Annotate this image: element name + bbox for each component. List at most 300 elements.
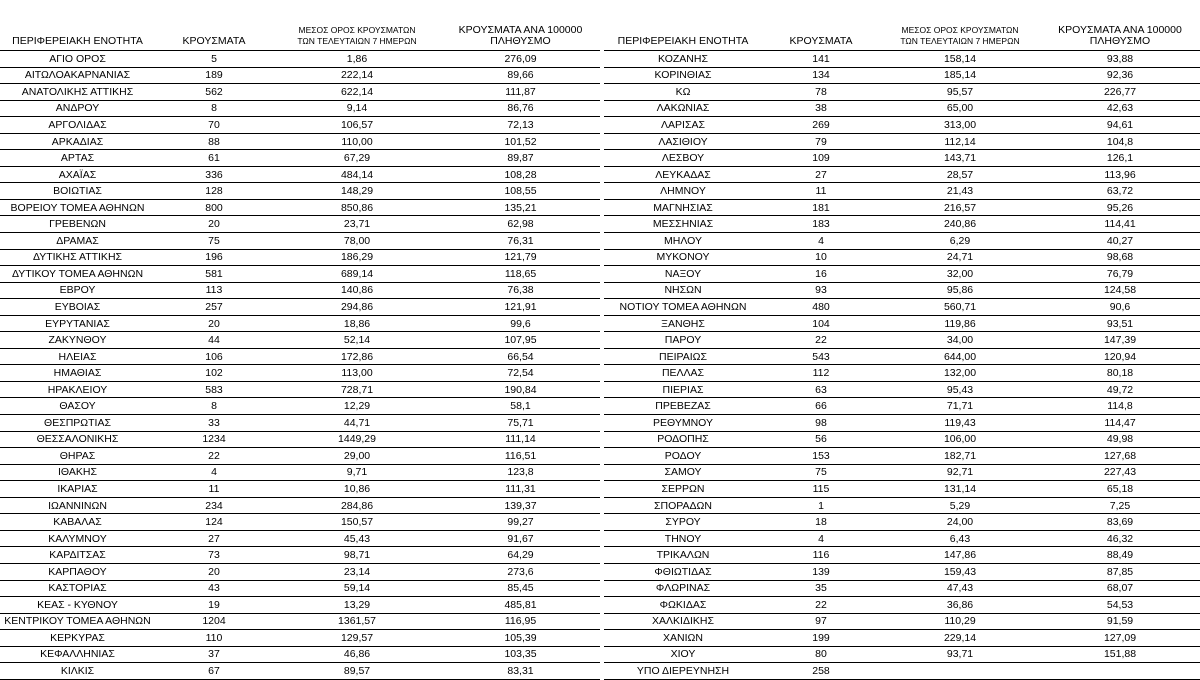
cell-cases: 5 bbox=[211, 52, 217, 65]
table-row bbox=[604, 68, 1200, 85]
cell-avg-7d: 158,14 bbox=[943, 52, 977, 65]
cell-region: ΠΕΙΡΑΙΩΣ bbox=[659, 350, 707, 363]
left-table bbox=[0, 22, 600, 680]
cell-cases: 70 bbox=[208, 118, 220, 131]
cell-region: ΜΥΚΟΝΟΥ bbox=[656, 251, 710, 264]
cell-avg-7d: 45,43 bbox=[343, 532, 371, 545]
cell-avg-7d: 222,14 bbox=[340, 69, 374, 82]
cell-avg-7d: 313,00 bbox=[943, 118, 977, 131]
cell-avg-7d: 98,71 bbox=[343, 549, 371, 562]
cell-avg-7d: 9,71 bbox=[346, 466, 368, 479]
cell-per-100k: 226,77 bbox=[1103, 85, 1137, 98]
cell-cases: 18 bbox=[815, 516, 827, 529]
cell-per-100k: 42,63 bbox=[1106, 102, 1134, 115]
cell-per-100k: 91,59 bbox=[1106, 615, 1134, 628]
cell-cases: 4 bbox=[211, 466, 217, 479]
cell-cases: 104 bbox=[812, 317, 830, 330]
cell-region: ΚΕΡΚΥΡΑΣ bbox=[50, 631, 105, 644]
table-row bbox=[0, 581, 600, 598]
cell-cases: 93 bbox=[815, 284, 827, 297]
cell-avg-7d: 24,00 bbox=[946, 516, 974, 529]
cell-avg-7d: 110,29 bbox=[944, 615, 976, 628]
cell-per-100k: 40,27 bbox=[1106, 234, 1134, 247]
cell-avg-7d: 34,00 bbox=[946, 334, 974, 347]
cell-region: ΚΑΡΔΙΤΣΑΣ bbox=[49, 549, 106, 562]
table-row bbox=[0, 68, 600, 85]
table-row bbox=[0, 547, 600, 564]
table-row bbox=[604, 663, 1200, 680]
cell-cases: 141 bbox=[812, 52, 830, 65]
cell-cases: 88 bbox=[208, 135, 220, 148]
cell-per-100k: 62,98 bbox=[507, 218, 534, 231]
table-row bbox=[0, 200, 600, 217]
cell-cases: 116 bbox=[812, 549, 830, 562]
cell-cases: 115 bbox=[812, 482, 830, 495]
table-row bbox=[604, 299, 1200, 316]
cell-region: ΚΟΡΙΝΘΙΑΣ bbox=[654, 69, 712, 82]
table-row bbox=[0, 101, 600, 118]
cell-avg-7d: 78,00 bbox=[343, 234, 371, 247]
cell-per-100k: 101,52 bbox=[504, 135, 537, 148]
cell-per-100k: 49,98 bbox=[1106, 433, 1134, 446]
left-table-header bbox=[0, 22, 600, 51]
cell-cases: 75 bbox=[208, 234, 220, 247]
cell-cases: 10 bbox=[815, 251, 827, 264]
table-row bbox=[604, 415, 1200, 432]
cell-per-100k: 273,6 bbox=[507, 565, 534, 578]
cell-cases: 63 bbox=[815, 383, 827, 396]
cell-region: ΖΑΚΥΝΘΟΥ bbox=[48, 334, 107, 347]
cell-per-100k: 54,53 bbox=[1106, 598, 1134, 611]
cell-cases: 562 bbox=[205, 85, 223, 98]
table-row bbox=[0, 630, 600, 647]
cell-cases: 37 bbox=[208, 648, 220, 661]
cell-cases: 139 bbox=[812, 565, 830, 578]
cell-avg-7d: 93,71 bbox=[946, 648, 974, 661]
table-row bbox=[0, 614, 600, 631]
cell-cases: 16 bbox=[815, 267, 827, 280]
cell-region: ΜΗΛΟΥ bbox=[664, 234, 702, 247]
cell-avg-7d: 150,57 bbox=[340, 516, 374, 529]
table-row bbox=[0, 134, 600, 151]
cell-avg-7d: 484,14 bbox=[340, 168, 374, 181]
cell-per-100k: 64,29 bbox=[507, 549, 534, 562]
cell-cases: 35 bbox=[815, 582, 827, 595]
cell-region: ΠΑΡΟΥ bbox=[664, 334, 702, 347]
table-row bbox=[604, 250, 1200, 267]
cell-region: ΑΝΑΤΟΛΙΚΗΣ ΑΤΤΙΚΗΣ bbox=[21, 85, 134, 98]
header-avg bbox=[273, 25, 441, 50]
cell-avg-7d: 36,86 bbox=[946, 598, 974, 611]
cell-avg-7d: 1,86 bbox=[346, 52, 368, 65]
cell-cases: 189 bbox=[205, 69, 223, 82]
table-row bbox=[0, 498, 600, 515]
cell-avg-7d: 110,00 bbox=[341, 135, 373, 148]
cell-cases: 22 bbox=[815, 598, 827, 611]
cell-cases: 269 bbox=[812, 118, 830, 131]
cell-cases: 257 bbox=[205, 300, 223, 313]
cell-region: ΙΘΑΚΗΣ bbox=[58, 466, 97, 479]
cell-region: ΛΑΡΙΣΑΣ bbox=[661, 118, 705, 131]
cell-per-100k: 7,25 bbox=[1109, 499, 1131, 512]
cell-per-100k: 103,35 bbox=[504, 648, 537, 661]
cell-region: ΠΡΕΒΕΖΑΣ bbox=[655, 400, 711, 413]
cell-per-100k: 111,14 bbox=[505, 433, 536, 446]
cell-per-100k: 65,18 bbox=[1106, 482, 1134, 495]
cell-avg-7d: 1449,29 bbox=[338, 433, 376, 446]
table-row bbox=[0, 117, 600, 134]
cell-region: ΙΚΑΡΙΑΣ bbox=[57, 482, 98, 495]
cell-region: ΤΡΙΚΑΛΩΝ bbox=[656, 549, 710, 562]
cell-avg-7d: 59,14 bbox=[343, 582, 371, 595]
cell-avg-7d: 18,86 bbox=[343, 317, 371, 330]
cell-cases: 11 bbox=[208, 482, 220, 495]
cell-per-100k: 58,1 bbox=[510, 400, 531, 413]
cell-avg-7d: 132,00 bbox=[943, 367, 977, 380]
cell-per-100k: 485,81 bbox=[504, 598, 537, 611]
table-row bbox=[0, 398, 600, 415]
cell-avg-7d: 71,71 bbox=[946, 400, 974, 413]
cell-cases: 97 bbox=[815, 615, 827, 628]
table-row bbox=[0, 465, 600, 482]
cell-region: ΦΩΚΙΔΑΣ bbox=[659, 598, 707, 611]
cell-avg-7d: 185,14 bbox=[943, 69, 977, 82]
header-cases: ΚΡΟΥΣΜΑΤΑ bbox=[789, 35, 853, 47]
cell-cases: 543 bbox=[812, 350, 830, 363]
cell-per-100k: 135,21 bbox=[504, 201, 537, 214]
table-row bbox=[0, 448, 600, 465]
table-row bbox=[0, 481, 600, 498]
table-row bbox=[0, 382, 600, 399]
table-row bbox=[604, 216, 1200, 233]
cell-avg-7d: 728,71 bbox=[340, 383, 374, 396]
table-row bbox=[604, 432, 1200, 449]
cell-per-100k: 111,87 bbox=[505, 85, 536, 98]
cell-region: ΑΓΙΟ ΟΡΟΣ bbox=[49, 52, 106, 65]
cell-avg-7d: 119,86 bbox=[944, 317, 976, 330]
table-row bbox=[604, 233, 1200, 250]
cell-per-100k: 127,68 bbox=[1103, 449, 1137, 462]
cell-per-100k: 227,43 bbox=[1103, 466, 1137, 479]
table-row bbox=[604, 200, 1200, 217]
cell-region: ΡΟΔΟΥ bbox=[664, 449, 702, 462]
table-row bbox=[604, 117, 1200, 134]
cell-region: ΚΩ bbox=[675, 85, 691, 98]
cell-cases: 110 bbox=[205, 631, 223, 644]
table-row bbox=[604, 84, 1200, 101]
cell-avg-7d: 148,29 bbox=[340, 185, 374, 198]
cell-per-100k: 68,07 bbox=[1106, 582, 1134, 595]
right-table bbox=[604, 22, 1200, 680]
cell-per-100k: 126,1 bbox=[1106, 152, 1134, 165]
cell-region: ΕΥΒΟΙΑΣ bbox=[54, 300, 101, 313]
table-row bbox=[0, 316, 600, 333]
cell-region: ΗΜΑΘΙΑΣ bbox=[53, 367, 102, 380]
cell-cases: 1204 bbox=[202, 615, 226, 628]
cell-region: ΔΥΤΙΚΟΥ ΤΟΜΕΑ ΑΘΗΝΩΝ bbox=[11, 267, 144, 280]
cell-region: ΗΛΕΙΑΣ bbox=[58, 350, 97, 363]
cell-cases: 56 bbox=[815, 433, 827, 446]
table-row bbox=[0, 283, 600, 300]
cell-region: ΓΡΕΒΕΝΩΝ bbox=[49, 218, 106, 231]
cell-avg-7d: 28,57 bbox=[946, 168, 974, 181]
cell-region: ΚΑΛΥΜΝΟΥ bbox=[48, 532, 107, 545]
cell-avg-7d: 47,43 bbox=[946, 582, 974, 595]
cell-avg-7d: 159,43 bbox=[943, 565, 977, 578]
cell-cases: 196 bbox=[205, 251, 223, 264]
table-row bbox=[0, 266, 600, 283]
cell-per-100k: 92,36 bbox=[1106, 69, 1134, 82]
cell-avg-7d: 89,57 bbox=[343, 665, 371, 677]
cell-region: ΚΑΡΠΑΘΟΥ bbox=[48, 565, 107, 578]
table-row bbox=[0, 415, 600, 432]
table-row bbox=[604, 498, 1200, 515]
table-row bbox=[604, 597, 1200, 614]
cell-per-100k: 95,26 bbox=[1106, 201, 1134, 214]
cell-region: ΔΥΤΙΚΗΣ ΑΤΤΙΚΗΣ bbox=[32, 251, 123, 264]
cell-region: ΛΗΜΝΟΥ bbox=[660, 185, 706, 198]
cell-region: ΚΟΖΑΝΗΣ bbox=[658, 52, 708, 65]
cell-per-100k: 94,61 bbox=[1106, 118, 1134, 131]
cell-avg-7d: 6,29 bbox=[949, 234, 971, 247]
header-avg bbox=[880, 25, 1040, 50]
cell-region: ΣΥΡΟΥ bbox=[665, 516, 701, 529]
cell-cases: 1 bbox=[818, 499, 824, 512]
table-row bbox=[0, 233, 600, 250]
cell-per-100k: 93,51 bbox=[1106, 317, 1134, 330]
cell-per-100k: 83,31 bbox=[507, 665, 534, 677]
cell-per-100k: 139,37 bbox=[504, 499, 537, 512]
table-row bbox=[0, 51, 600, 68]
cell-avg-7d: 95,43 bbox=[946, 383, 974, 396]
cell-per-100k: 121,91 bbox=[504, 300, 537, 313]
cell-per-100k: 114,47 bbox=[1104, 416, 1136, 429]
cell-per-100k: 190,84 bbox=[504, 383, 537, 396]
cell-region: ΞΑΝΘΗΣ bbox=[661, 317, 705, 330]
cell-avg-7d: 131,14 bbox=[943, 482, 977, 495]
cell-avg-7d: 92,71 bbox=[946, 466, 974, 479]
cell-region: ΛΕΣΒΟΥ bbox=[661, 152, 705, 165]
table-row bbox=[604, 183, 1200, 200]
cell-avg-7d: 46,86 bbox=[343, 648, 371, 661]
table-row bbox=[604, 316, 1200, 333]
cell-cases: 199 bbox=[812, 631, 830, 644]
cell-region: ΚΕΑΣ - ΚΥΘΝΟΥ bbox=[37, 598, 118, 611]
cell-cases: 78 bbox=[815, 85, 827, 98]
cell-avg-7d: 140,86 bbox=[340, 284, 374, 297]
cell-per-100k: 98,68 bbox=[1106, 251, 1134, 264]
cell-per-100k: 72,13 bbox=[507, 118, 534, 131]
cell-region: ΧΑΛΚΙΔΙΚΗΣ bbox=[652, 615, 714, 628]
cell-per-100k: 63,72 bbox=[1106, 185, 1134, 198]
cell-avg-7d: 284,86 bbox=[340, 499, 374, 512]
cell-region: ΝΟΤΙΟΥ ΤΟΜΕΑ ΑΘΗΝΩΝ bbox=[619, 300, 747, 313]
cell-per-100k: 276,09 bbox=[504, 52, 537, 65]
cell-region: ΝΑΞΟΥ bbox=[664, 267, 702, 280]
cell-cases: 67 bbox=[208, 665, 220, 677]
cell-cases: 102 bbox=[205, 367, 223, 380]
cell-region: ΑΡΚΑΔΙΑΣ bbox=[51, 135, 104, 148]
cell-per-100k: 114,8 bbox=[1107, 400, 1133, 413]
cell-cases: 583 bbox=[205, 383, 223, 396]
cell-region: ΧΙΟΥ bbox=[670, 648, 696, 661]
cell-region: ΑΙΤΩΛΟΑΚΑΡΝΑΝΙΑΣ bbox=[24, 69, 131, 82]
right-table-header bbox=[604, 22, 1200, 51]
cell-avg-7d: 240,86 bbox=[943, 218, 977, 231]
cell-region: ΚΑΣΤΟΡΙΑΣ bbox=[48, 582, 107, 595]
cell-cases: 44 bbox=[208, 334, 220, 347]
cell-cases: 4 bbox=[818, 532, 824, 545]
table-row bbox=[0, 183, 600, 200]
header-avg-line1: ΜΕΣΟΣ ΟΡΟΣ ΚΡΟΥΣΜΑΤΩΝ bbox=[901, 25, 1019, 35]
cell-cases: 134 bbox=[812, 69, 830, 82]
cell-per-100k: 93,88 bbox=[1106, 52, 1134, 65]
cell-avg-7d: 24,71 bbox=[946, 251, 974, 264]
cell-region: ΘΑΣΟΥ bbox=[59, 400, 96, 413]
table-row bbox=[604, 382, 1200, 399]
cell-avg-7d: 229,14 bbox=[943, 631, 977, 644]
table-row bbox=[604, 481, 1200, 498]
cell-cases: 73 bbox=[208, 549, 220, 562]
cell-region: ΘΕΣΣΑΛΟΝΙΚΗΣ bbox=[36, 433, 119, 446]
cell-cases: 106 bbox=[205, 350, 223, 363]
table-row bbox=[0, 564, 600, 581]
cell-region: ΘΗΡΑΣ bbox=[59, 449, 96, 462]
cell-per-100k: 120,94 bbox=[1103, 350, 1137, 363]
table-row bbox=[604, 614, 1200, 631]
cell-per-100k: 118,65 bbox=[504, 267, 537, 280]
cell-avg-7d: 32,00 bbox=[946, 267, 974, 280]
cell-cases: 98 bbox=[815, 416, 827, 429]
cell-avg-7d: 95,57 bbox=[946, 85, 974, 98]
cell-per-100k: 104,8 bbox=[1106, 135, 1134, 148]
cell-avg-7d: 113,00 bbox=[341, 367, 373, 380]
cell-avg-7d: 850,86 bbox=[340, 201, 374, 214]
cell-region: ΤΗΝΟΥ bbox=[664, 532, 702, 545]
header-per-line1: ΚΡΟΥΣΜΑΤΑ ΑΝΑ 100000 bbox=[458, 24, 583, 36]
cell-region: ΡΕΘΥΜΝΟΥ bbox=[652, 416, 713, 429]
cell-avg-7d: 560,71 bbox=[943, 300, 977, 313]
cell-avg-7d: 29,00 bbox=[343, 449, 371, 462]
cell-region: ΑΡΓΟΛΙΔΑΣ bbox=[48, 118, 107, 131]
cell-region: ΛΕΥΚΑΔΑΣ bbox=[655, 168, 711, 181]
cell-region: ΡΟΔΟΠΗΣ bbox=[657, 433, 709, 446]
cell-cases: 124 bbox=[205, 516, 223, 529]
cell-cases: 8 bbox=[211, 400, 217, 413]
cell-cases: 79 bbox=[815, 135, 827, 148]
table-row bbox=[604, 51, 1200, 68]
table-row bbox=[0, 663, 600, 680]
cell-per-100k: 76,79 bbox=[1106, 267, 1134, 280]
cell-avg-7d: 12,29 bbox=[343, 400, 371, 413]
cell-avg-7d: 21,43 bbox=[946, 185, 974, 198]
cell-cases: 27 bbox=[815, 168, 827, 181]
table-row bbox=[0, 84, 600, 101]
cell-per-100k: 121,79 bbox=[504, 251, 537, 264]
cell-cases: 20 bbox=[208, 565, 220, 578]
cell-per-100k: 89,87 bbox=[507, 152, 534, 165]
table-row bbox=[604, 564, 1200, 581]
cell-region: ΣΕΡΡΩΝ bbox=[661, 482, 705, 495]
table-row bbox=[0, 531, 600, 548]
cell-cases: 336 bbox=[205, 168, 223, 181]
cell-avg-7d: 294,86 bbox=[340, 300, 374, 313]
cell-per-100k: 105,39 bbox=[504, 631, 537, 644]
cell-cases: 75 bbox=[815, 466, 827, 479]
cell-region: ΒΟΙΩΤΙΑΣ bbox=[53, 185, 102, 198]
cell-avg-7d: 13,29 bbox=[343, 598, 371, 611]
cell-region: ΠΙΕΡΙΑΣ bbox=[662, 383, 704, 396]
cell-cases: 8 bbox=[211, 102, 217, 115]
cell-per-100k: 151,88 bbox=[1103, 648, 1137, 661]
cell-avg-7d: 182,71 bbox=[943, 449, 977, 462]
cell-region: ΜΑΓΝΗΣΙΑΣ bbox=[653, 201, 713, 214]
cell-cases: 113 bbox=[205, 284, 223, 297]
cell-region: ΑΡΤΑΣ bbox=[60, 152, 95, 165]
header-avg-line2: ΤΩΝ ΤΕΛΕΥΤΑΙΩΝ 7 ΗΜΕΡΩΝ bbox=[297, 36, 417, 46]
table-row bbox=[0, 597, 600, 614]
table-row bbox=[604, 349, 1200, 366]
cell-per-100k: 123,8 bbox=[507, 466, 534, 479]
cell-per-100k: 76,38 bbox=[507, 284, 534, 297]
table-row bbox=[0, 332, 600, 349]
table-row bbox=[604, 167, 1200, 184]
cell-per-100k: 114,41 bbox=[1104, 218, 1136, 231]
table-row bbox=[0, 216, 600, 233]
table-row bbox=[604, 266, 1200, 283]
cell-avg-7d: 112,14 bbox=[944, 135, 976, 148]
table-row bbox=[604, 581, 1200, 598]
cell-region: ΕΥΡΥΤΑΝΙΑΣ bbox=[45, 317, 110, 330]
cell-avg-7d: 23,14 bbox=[343, 565, 371, 578]
cell-avg-7d: 147,86 bbox=[943, 549, 977, 562]
table-row bbox=[604, 398, 1200, 415]
cell-per-100k: 91,67 bbox=[507, 532, 534, 545]
table-row bbox=[604, 101, 1200, 118]
cell-per-100k: 108,28 bbox=[504, 168, 537, 181]
cell-per-100k: 116,95 bbox=[504, 615, 537, 628]
table-row bbox=[0, 432, 600, 449]
table-row bbox=[604, 365, 1200, 382]
cell-cases: 1234 bbox=[202, 433, 226, 446]
table-row bbox=[0, 150, 600, 167]
cell-avg-7d: 172,86 bbox=[340, 350, 374, 363]
cell-avg-7d: 5,29 bbox=[949, 499, 971, 512]
cell-avg-7d: 52,14 bbox=[343, 334, 371, 347]
cell-per-100k: 90,6 bbox=[1109, 300, 1131, 313]
cell-region: ΜΕΣΣΗΝΙΑΣ bbox=[652, 218, 714, 231]
table-row bbox=[0, 299, 600, 316]
cell-avg-7d: 216,57 bbox=[943, 201, 977, 214]
right-table-body bbox=[604, 51, 1200, 680]
cell-per-100k: 99,6 bbox=[510, 317, 531, 330]
cell-cases: 22 bbox=[815, 334, 827, 347]
cell-avg-7d: 95,86 bbox=[946, 284, 974, 297]
cell-per-100k: 49,72 bbox=[1106, 383, 1134, 396]
table-row bbox=[604, 134, 1200, 151]
table-row bbox=[604, 514, 1200, 531]
cell-region: ΥΠΟ ΔΙΕΡΕΥΝΗΣΗ bbox=[636, 665, 730, 677]
cell-avg-7d: 65,00 bbox=[946, 102, 974, 115]
cell-avg-7d: 119,43 bbox=[944, 416, 976, 429]
cell-per-100k: 46,32 bbox=[1106, 532, 1134, 545]
cell-region: ΣΑΜΟΥ bbox=[664, 466, 702, 479]
cell-per-100k: 116,51 bbox=[504, 449, 537, 462]
cell-cases: 183 bbox=[812, 218, 830, 231]
cell-avg-7d: 23,71 bbox=[343, 218, 371, 231]
cell-region: ΘΕΣΠΡΩΤΙΑΣ bbox=[44, 416, 111, 429]
cell-per-100k: 113,96 bbox=[1104, 168, 1136, 181]
